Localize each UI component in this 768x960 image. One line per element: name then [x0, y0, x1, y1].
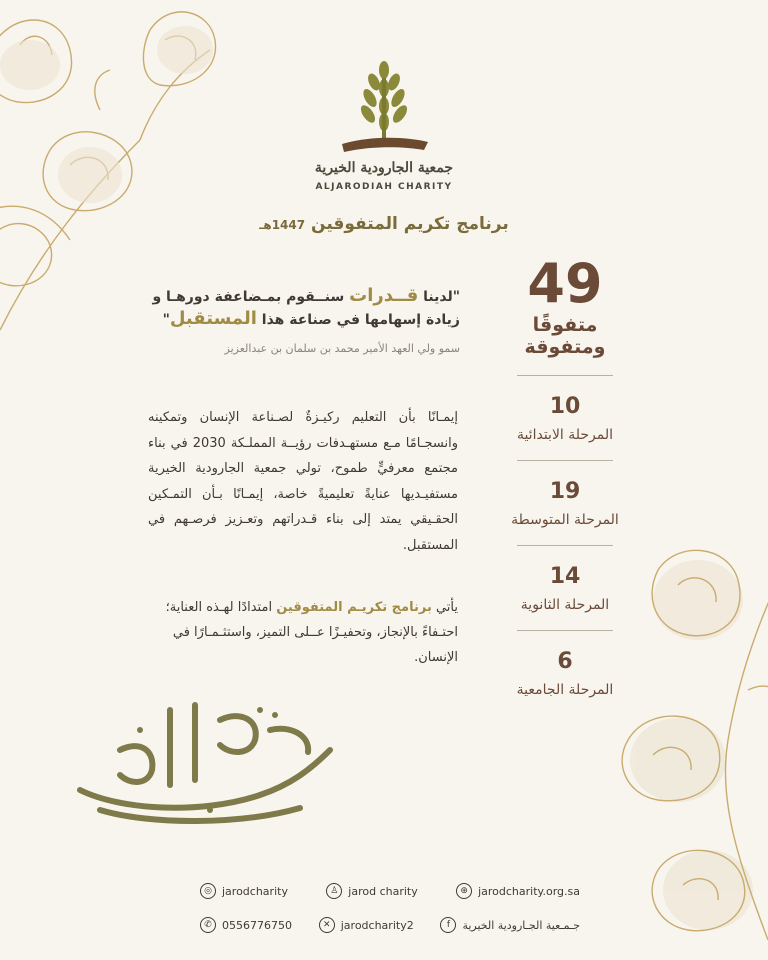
logo-name-arabic: جمعية الجارودية الخيرية: [314, 160, 454, 176]
logo-name-english: ALJARODIAH CHARITY: [315, 182, 453, 192]
website-link[interactable]: [456, 883, 580, 899]
level-label: المرحلة الثانوية: [520, 597, 610, 613]
body-paragraph-1: إيمـانًا بأن التعليم ركيـزةٌ لصـناعة الإنسان وتمكينه وانسجـامًا مـع مستهـدفات رؤيــة المملـكة 2030 في بناء مجتمع معرفيٍّ طموح، تولي جمعية الجارودية الخيرية مستفيـديها عنايةً تعليميةً خاصة، إيمـانًا بـأن التمـكين الحقـيقي يمتد إلى بناء قـدراتهم وتعـزيز فرصـهم في المستقبل.: [148, 410, 458, 553]
website-url: jarodcharity.org.sa: [478, 884, 580, 898]
level-count: 14: [549, 564, 581, 589]
divider: [517, 375, 613, 376]
level-count: 19: [549, 479, 581, 504]
whatsapp-icon: ✆: [200, 917, 216, 933]
whatsapp-number: 0556776750: [222, 918, 292, 932]
program-year: 1447هـ: [259, 218, 306, 232]
x-handle: jarodcharity2: [340, 918, 414, 932]
facebook-name: جـمـعية الجـارودية الخيرية: [462, 918, 580, 932]
total-count: 49: [527, 252, 603, 315]
level-label: المرحلة الابتدائية: [516, 427, 614, 443]
body-paragraph-2: [148, 595, 458, 670]
footer-row: [200, 878, 580, 904]
total-label: متفوقًا ومتفوقة: [524, 314, 606, 358]
snapchat-icon: ♙: [326, 883, 342, 899]
level-count: 6: [557, 649, 573, 674]
divider: [517, 630, 613, 631]
body-text: يأتي: [431, 600, 458, 615]
wheat-logo-icon: [324, 58, 444, 168]
quote-highlight: المستقبل: [169, 308, 257, 329]
snapchat-link[interactable]: [326, 883, 417, 899]
facebook-link[interactable]: [440, 917, 580, 933]
calligraphy-fakhr-alwatan: [60, 690, 350, 830]
globe-icon: ⊕: [456, 883, 472, 899]
x-icon: ✕: [319, 917, 335, 933]
program-title: [0, 214, 768, 234]
quote-text: ": [162, 312, 170, 328]
instagram-handle: jarodcharity: [222, 884, 288, 898]
quote: [150, 285, 460, 331]
footer-contacts: [200, 878, 580, 946]
program-title-text: برنامج تكريم المتفوقين: [311, 214, 509, 234]
quote-source: سمو ولي العهد الأمير محمد بن سلمان بن عبدالعزيز: [224, 342, 460, 355]
x-link[interactable]: [319, 917, 414, 933]
divider: [517, 545, 613, 546]
body-text: امتدادًا لهـذه العناية؛ احتـفاءً بالإنجاز، وتحفيـزًا عــلى التميز، واستثـمـارًا في الإنسان.: [165, 600, 458, 665]
level-label: المرحلة الجامعية: [516, 682, 614, 698]
whatsapp-link[interactable]: [200, 917, 292, 933]
divider: [517, 460, 613, 461]
footer-row: [200, 912, 580, 938]
stats-column: [490, 254, 640, 698]
quote-text: "لدينا: [418, 289, 460, 305]
instagram-link[interactable]: [200, 883, 288, 899]
quote-text: سنــقوم بمـضاعفة دورهـا و زيادة إسهامها في صناعة هذا: [152, 289, 460, 328]
level-label: المرحلة المتوسطة: [511, 512, 619, 528]
instagram-icon: ◎: [200, 883, 216, 899]
quote-highlight: قــدرات: [349, 285, 419, 306]
snapchat-handle: jarod charity: [348, 884, 418, 898]
body-highlight: برنامج تكريـم المتفوقين: [276, 600, 432, 615]
facebook-icon: f: [440, 917, 456, 933]
level-count: 10: [549, 394, 581, 419]
